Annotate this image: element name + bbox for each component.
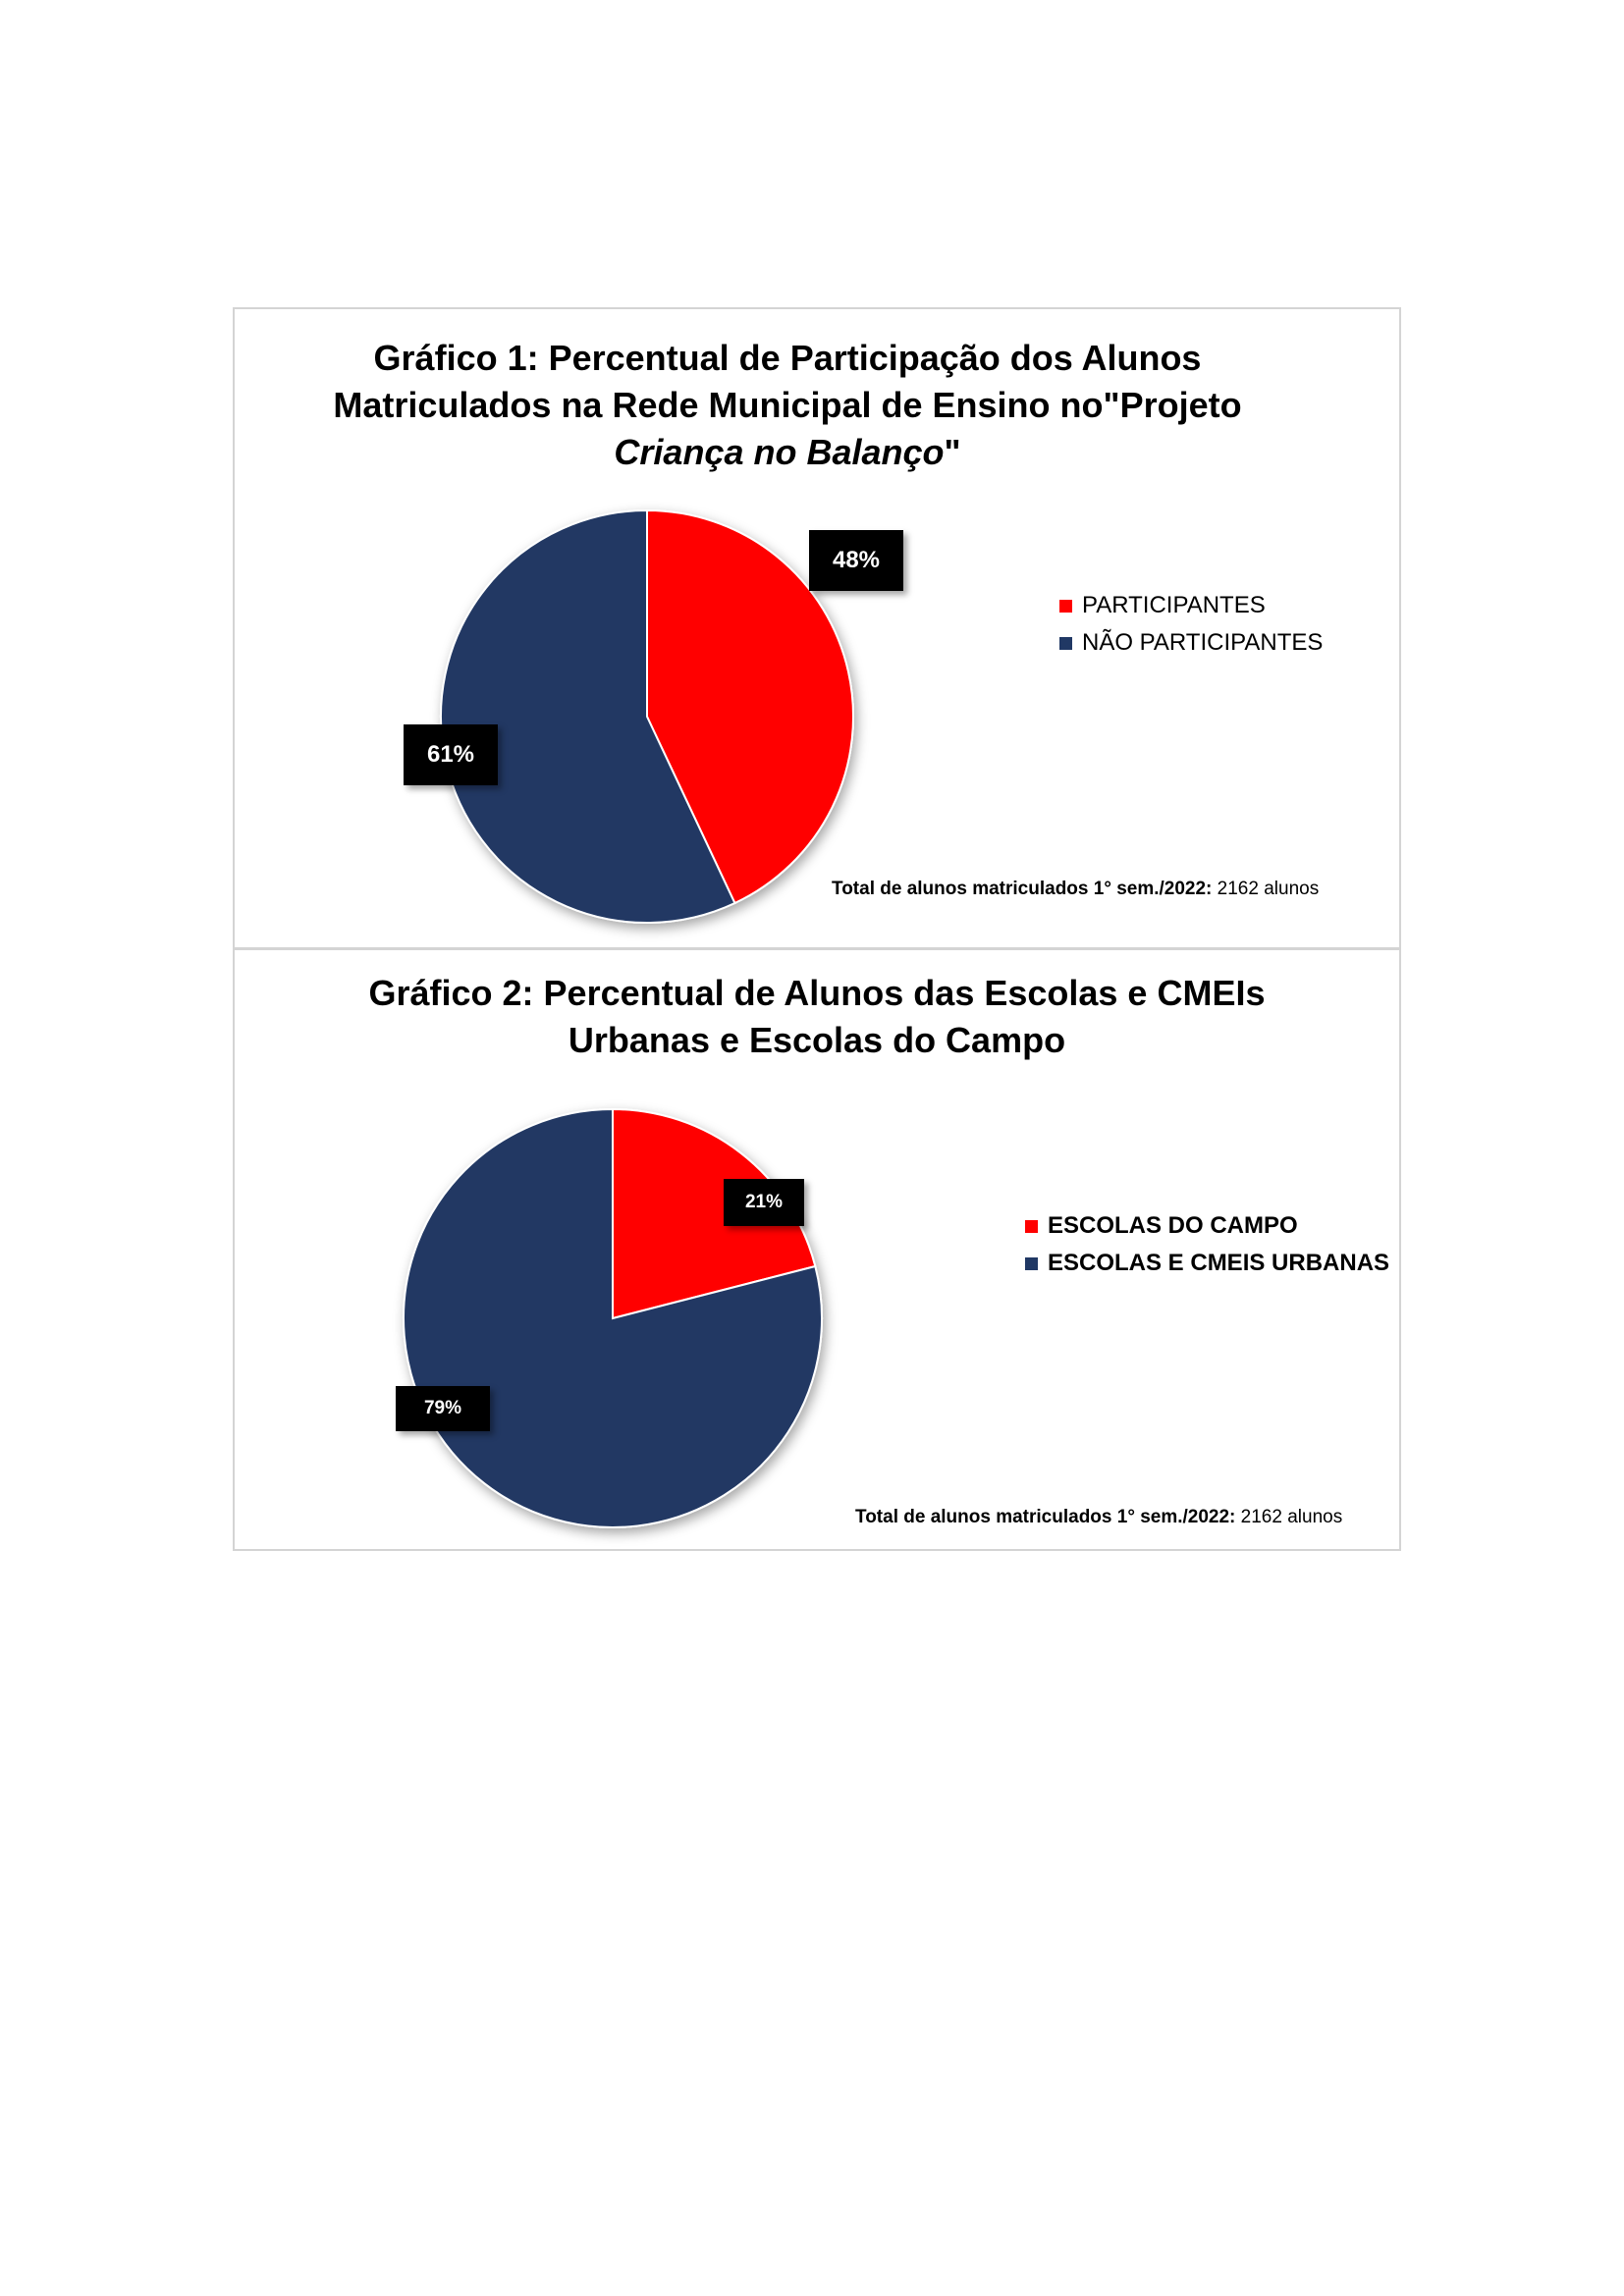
chart-2-legend-swatch-red [1025,1220,1038,1233]
chart-2-legend-swatch-navy [1025,1257,1038,1270]
chart-2-slice-label-escolas-urbanas: 79% [396,1386,490,1431]
chart-1-title-line-2: Matriculados na Rede Municipal de Ensino no"Projeto [333,385,1242,425]
chart-2-footnote-text: 2162 alunos [1235,1507,1343,1527]
chart-2-panel [233,948,1401,1551]
chart-1-panel [233,307,1401,949]
chart-1-slice-label-participantes: 48% [809,530,903,591]
chart-2-pie [392,1097,834,1539]
chart-1-legend-item-participantes [1059,587,1323,624]
chart-1-footnote-text: 2162 alunos [1212,879,1320,899]
chart-1-title-tail: " [944,432,961,472]
chart-2-legend-item-escolas-urbanas [1025,1245,1389,1282]
chart-1-footnote-bold: Total de alunos matriculados 1° sem./2022: [832,879,1213,899]
chart-1-title-italic: Criança no Balanço [614,432,945,472]
chart-1-slice-label-nao-participantes: 61% [404,724,498,785]
chart-2-legend-label-escolas-campo: ESCOLAS DO CAMPO [1048,1212,1298,1239]
chart-2-legend [1025,1207,1389,1282]
chart-1-title-line-3 [205,429,1370,476]
chart-1-title [205,335,1370,476]
chart-2-legend-label-escolas-urbanas: ESCOLAS E CMEIS URBANAS [1048,1250,1390,1276]
chart-2-title-line-1: Gráfico 2: Percentual de Alunos das Escolas e CMEIs [368,973,1266,1013]
chart-1-legend-label-nao-participantes: NÃO PARTICIPANTES [1082,629,1324,656]
chart-1-legend-swatch-navy [1059,637,1072,650]
chart-1-pie [431,501,863,933]
chart-2-legend-item-escolas-campo [1025,1207,1389,1245]
chart-2-slice-label-escolas-campo: 21% [724,1179,804,1226]
chart-1-legend-item-nao-participantes [1059,624,1323,662]
chart-2-footnote [855,1507,1342,1528]
chart-2-title-line-2: Urbanas e Escolas do Campo [568,1020,1066,1060]
chart-2-title [235,970,1399,1064]
chart-2-footnote-bold: Total de alunos matriculados 1° sem./2022: [855,1507,1236,1527]
chart-1-footnote [832,879,1319,900]
chart-1-legend-swatch-red [1059,600,1072,613]
chart-1-title-line-1: Gráfico 1: Percentual de Participação dos Alunos [373,338,1202,378]
chart-1-legend-label-participantes: PARTICIPANTES [1082,592,1266,618]
chart-1-legend [1059,587,1323,662]
